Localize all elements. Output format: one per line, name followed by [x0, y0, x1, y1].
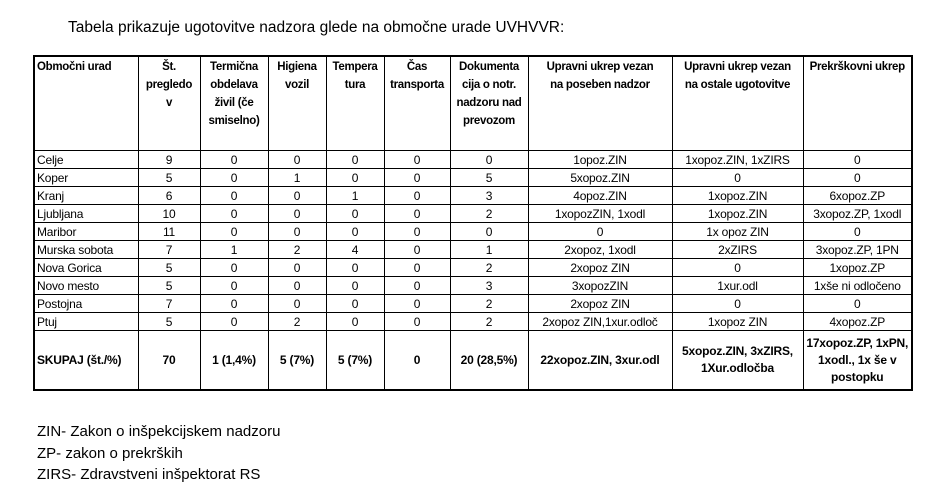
value-cell: 0 — [200, 295, 268, 313]
value-cell: 0 — [200, 259, 268, 277]
table-row — [34, 295, 912, 313]
value-cell: 2 — [268, 313, 326, 331]
header-cell-admin-measure-other: Upravni ukrep vezan na ostale ugotovitve — [672, 56, 803, 151]
table-row — [34, 187, 912, 205]
legend — [37, 421, 280, 486]
value-cell: 0 — [200, 277, 268, 295]
value-cell: 1xopoz.ZIN, 1xZIRS — [672, 151, 803, 169]
value-cell: 0 — [200, 223, 268, 241]
value-cell: 0 — [268, 151, 326, 169]
table-row — [34, 241, 912, 259]
value-cell: 4 — [326, 241, 384, 259]
value-cell: 0 — [200, 151, 268, 169]
office-cell: Maribor — [34, 223, 138, 241]
value-cell: 5 — [450, 169, 528, 187]
value-cell: 0 — [268, 187, 326, 205]
value-cell: 1xopoz.ZIN — [672, 187, 803, 205]
value-cell: 70 — [138, 331, 200, 391]
value-cell: 5xopoz.ZIN — [528, 169, 672, 187]
value-cell: 0 — [268, 205, 326, 223]
header-cell-thermal-treatment: Termična obdelava živil (če smiselno) — [200, 56, 268, 151]
header-cell-transport-time: Čas transporta — [384, 56, 450, 151]
header-cell-num-inspections: Št. pregledo v — [138, 56, 200, 151]
table-row — [34, 277, 912, 295]
value-cell: 6xopoz.ZP — [803, 187, 912, 205]
value-cell: 2 — [450, 259, 528, 277]
legend-line-zin: ZIN- Zakon o inšpekcijskem nadzoru — [37, 423, 281, 440]
value-cell: 5 — [138, 313, 200, 331]
value-cell: 0 — [326, 259, 384, 277]
value-cell: 2xopoz ZIN — [528, 295, 672, 313]
value-cell: 1xopoz ZIN — [672, 313, 803, 331]
value-cell: 0 — [268, 295, 326, 313]
office-cell: Novo mesto — [34, 277, 138, 295]
value-cell: 0 — [326, 151, 384, 169]
table-row — [34, 259, 912, 277]
value-cell: 0 — [384, 331, 450, 391]
value-cell: 0 — [268, 223, 326, 241]
legend-line-zp: ZP- zakon o prekrških — [37, 444, 183, 462]
value-cell: 0 — [384, 169, 450, 187]
office-cell: Celje — [34, 151, 138, 169]
value-cell: 0 — [384, 205, 450, 223]
value-cell: 0 — [384, 151, 450, 169]
office-cell: Murska sobota — [34, 241, 138, 259]
total-row — [34, 331, 912, 391]
value-cell: 3xopozZIN — [528, 277, 672, 295]
legend-line-zirs: ZIRS- Zdravstveni inšpektorat RS — [37, 466, 261, 483]
table-row — [34, 169, 912, 187]
value-cell: 3xopoz.ZP, 1xodl — [803, 205, 912, 223]
header-cell-temperature: Tempera tura — [326, 56, 384, 151]
value-cell: 5 — [138, 259, 200, 277]
value-cell: 7 — [138, 295, 200, 313]
value-cell: 1xopoz.ZIN — [672, 205, 803, 223]
value-cell: 11 — [138, 223, 200, 241]
office-cell: Nova Gorica — [34, 259, 138, 277]
value-cell: 5 (7%) — [326, 331, 384, 391]
table-row — [34, 205, 912, 223]
value-cell: 0 — [384, 259, 450, 277]
value-cell: 4opoz.ZIN — [528, 187, 672, 205]
value-cell: 20 (28,5%) — [450, 331, 528, 391]
value-cell: 0 — [384, 313, 450, 331]
value-cell: 1 — [326, 187, 384, 205]
value-cell: 2 — [450, 313, 528, 331]
value-cell: 1 — [268, 169, 326, 187]
office-cell: Kranj — [34, 187, 138, 205]
value-cell: 0 — [384, 295, 450, 313]
value-cell: 1xše ni odločeno — [803, 277, 912, 295]
office-cell: Koper — [34, 169, 138, 187]
table-body — [34, 151, 912, 391]
value-cell: 17xopoz.ZP, 1xPN, 1xodl., 1x še v postopku — [803, 331, 912, 391]
value-cell: 0 — [384, 241, 450, 259]
header-row — [34, 56, 912, 151]
value-cell: 5 — [138, 169, 200, 187]
table-row — [34, 151, 912, 169]
value-cell: 0 — [268, 259, 326, 277]
value-cell: 3xopoz.ZP, 1PN — [803, 241, 912, 259]
value-cell: 0 — [326, 169, 384, 187]
value-cell: 9 — [138, 151, 200, 169]
value-cell: 0 — [326, 205, 384, 223]
value-cell: 0 — [803, 169, 912, 187]
value-cell: 0 — [803, 295, 912, 313]
value-cell: 6 — [138, 187, 200, 205]
findings-table — [33, 55, 913, 391]
value-cell: 0 — [326, 223, 384, 241]
value-cell: 0 — [200, 169, 268, 187]
office-cell: Ljubljana — [34, 205, 138, 223]
value-cell: 0 — [200, 205, 268, 223]
value-cell: 5 — [138, 277, 200, 295]
value-cell: 1opoz.ZIN — [528, 151, 672, 169]
value-cell: 2 — [450, 205, 528, 223]
value-cell: 0 — [384, 187, 450, 205]
value-cell: 2xZIRS — [672, 241, 803, 259]
header-cell-vehicle-hygiene: Higiena vozil — [268, 56, 326, 151]
value-cell: 3 — [450, 187, 528, 205]
value-cell: 2 — [268, 241, 326, 259]
value-cell: 1xopoz.ZP — [803, 259, 912, 277]
table-head — [34, 56, 912, 151]
value-cell: 0 — [384, 223, 450, 241]
value-cell: 0 — [672, 295, 803, 313]
value-cell: 0 — [803, 151, 912, 169]
value-cell: 2xopoz ZIN,1xur.odloč — [528, 313, 672, 331]
value-cell: 1 — [450, 241, 528, 259]
value-cell: 2xopoz ZIN — [528, 259, 672, 277]
page-title: Tabela prikazuje ugotovitve nadzora glede na območne urade UVHVVR: — [68, 19, 565, 36]
value-cell: 0 — [672, 259, 803, 277]
value-cell: 10 — [138, 205, 200, 223]
value-cell: 0 — [200, 187, 268, 205]
value-cell: 3 — [450, 277, 528, 295]
office-cell: Ptuj — [34, 313, 138, 331]
value-cell: 2 — [450, 295, 528, 313]
value-cell: 5xopoz.ZIN, 3xZIRS, 1Xur.odločba — [672, 331, 803, 391]
value-cell: 0 — [803, 223, 912, 241]
value-cell: 0 — [326, 277, 384, 295]
header-cell-admin-measure-special: Upravni ukrep vezan na poseben nadzor — [528, 56, 672, 151]
value-cell: 0 — [450, 151, 528, 169]
header-cell-misdemeanor-measure: Prekrškovni ukrep — [803, 56, 912, 151]
value-cell: 1 — [200, 241, 268, 259]
value-cell: 0 — [268, 277, 326, 295]
value-cell: 5 (7%) — [268, 331, 326, 391]
value-cell: 0 — [326, 295, 384, 313]
value-cell: 1x opoz ZIN — [672, 223, 803, 241]
value-cell: 0 — [326, 313, 384, 331]
value-cell: 1 (1,4%) — [200, 331, 268, 391]
table-row — [34, 223, 912, 241]
value-cell: 2xopoz, 1xodl — [528, 241, 672, 259]
value-cell: 0 — [200, 313, 268, 331]
value-cell: 4xopoz.ZP — [803, 313, 912, 331]
header-cell-documentation: Dokumenta cija o notr. nadzoru nad prevozom — [450, 56, 528, 151]
value-cell: 0 — [384, 277, 450, 295]
value-cell: 22xopoz.ZIN, 3xur.odl — [528, 331, 672, 391]
value-cell: 0 — [450, 223, 528, 241]
header-cell-office: Območni urad — [34, 56, 138, 151]
total-office-cell: SKUPAJ (št./%) — [34, 331, 138, 391]
value-cell: 7 — [138, 241, 200, 259]
value-cell: 0 — [672, 169, 803, 187]
value-cell: 0 — [528, 223, 672, 241]
table-row — [34, 313, 912, 331]
office-cell: Postojna — [34, 295, 138, 313]
value-cell: 1xopozZIN, 1xodl — [528, 205, 672, 223]
value-cell: 1xur.odl — [672, 277, 803, 295]
